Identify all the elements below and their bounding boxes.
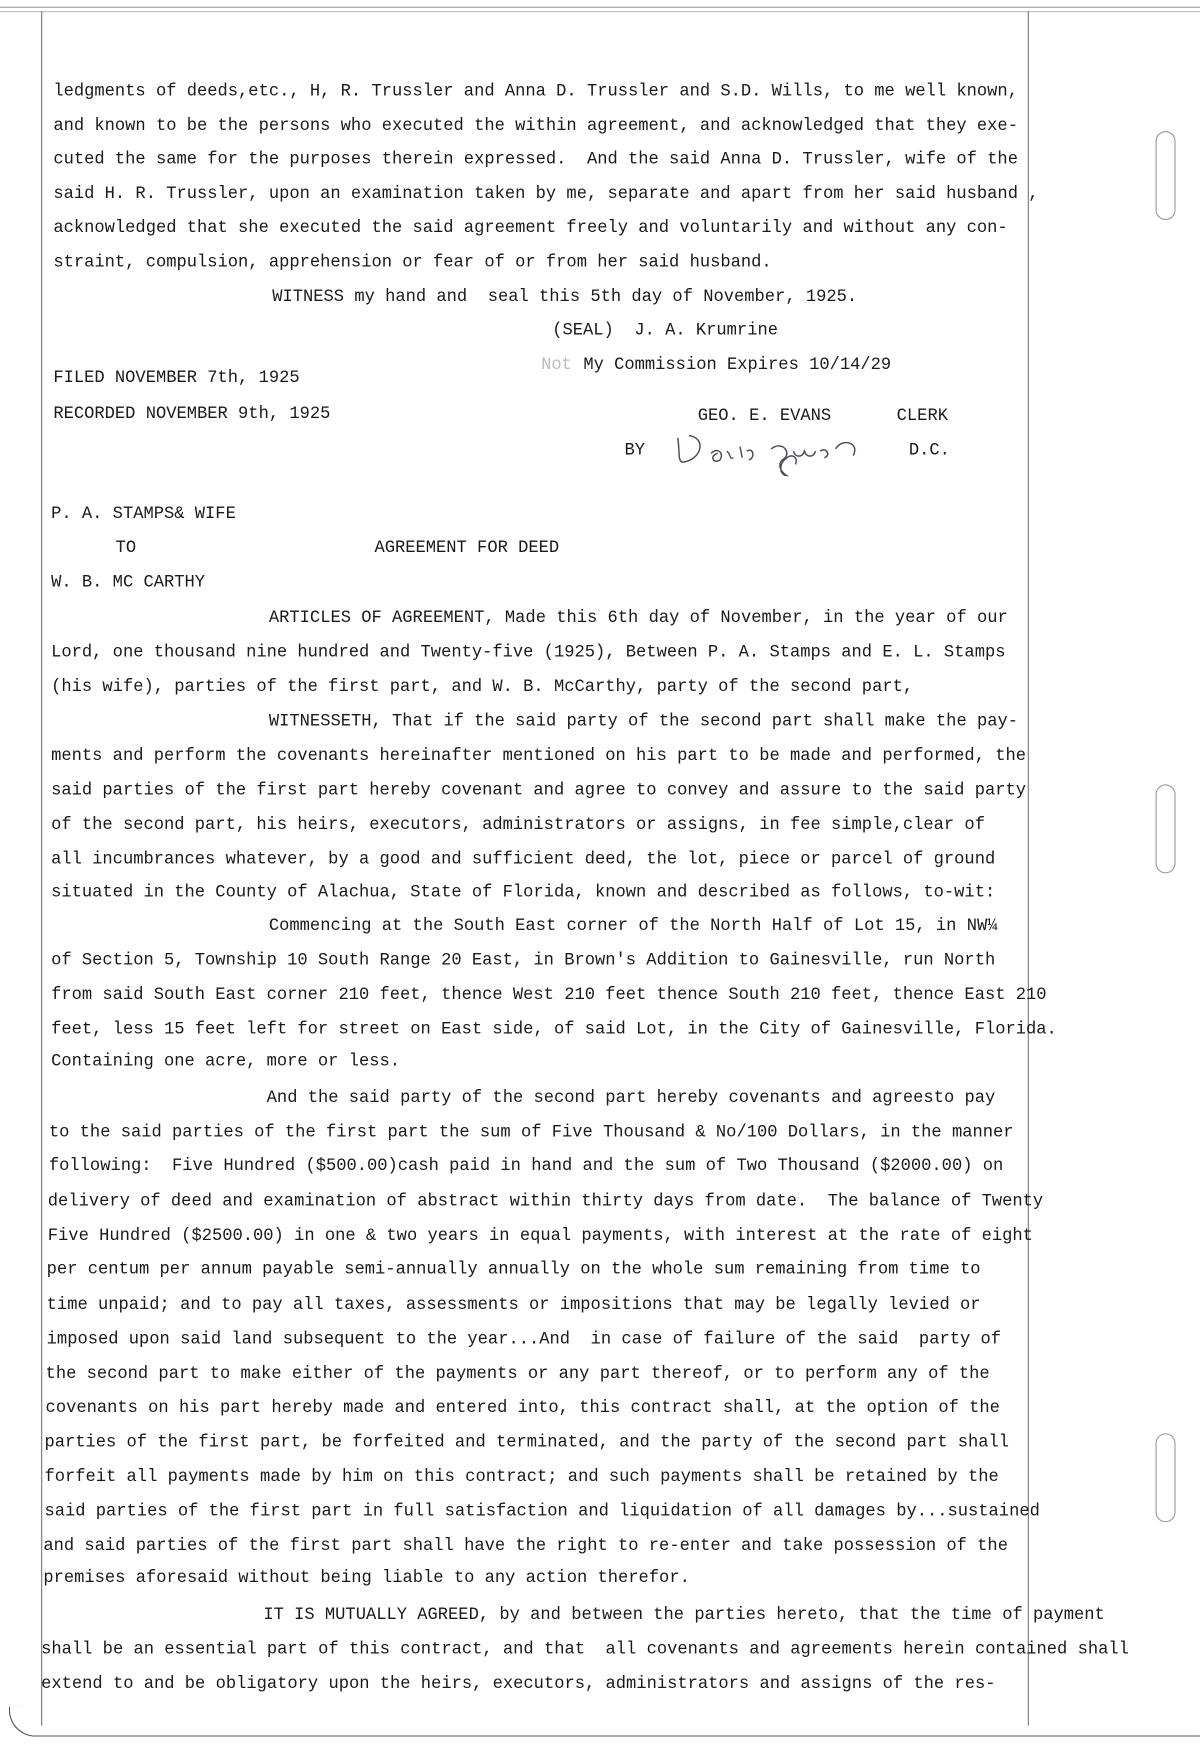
binder-hole	[1156, 1433, 1176, 1522]
text-line: (his wife), parties of the first part, and W. B. McCarthy, party of the second part,	[51, 676, 914, 697]
dc-label: D.C.	[908, 439, 950, 460]
left-margin-line	[41, 11, 42, 1725]
notary-name: (SEAL) J. A. Krumrine	[552, 319, 778, 340]
text-line: WITNESSETH, That if the said party of the second part shall make the pay-	[268, 711, 1019, 732]
text-line: and known to be the persons who executed the within agreement, and acknowledged that they exe-	[53, 115, 1018, 136]
text-line: forfeit all payments made by him on this contract; and such payments shall be retained by the	[44, 1466, 999, 1487]
text-line: following: Five Hundred ($500.00)cash paid in hand and the sum of Two Thousand ($2000.00) on	[48, 1155, 1004, 1176]
text-line: of the second part, his heirs, executors, administrators or assigns, in fee simple,clear of	[51, 814, 985, 835]
text-line: ARTICLES OF AGREEMENT, Made this 6th day of November, in the year of our	[268, 607, 1008, 628]
text-line: And the said party of the second part hereby covenants and agreesto pay	[266, 1087, 996, 1108]
text-line: and said parties of the first part shall have the right to re-enter and take possession of the	[43, 1535, 1008, 1556]
grantee: W. B. MC CARTHY	[51, 572, 206, 593]
text-line: imposed upon said land subsequent to the year...And in case of failure of the said party of	[46, 1328, 1002, 1349]
witness-line: WITNESS my hand and seal this 5th day of November, 1925.	[272, 286, 858, 307]
text-line: per centum per annum payable semi-annually annually on the whole sum remaining from time to	[46, 1258, 981, 1279]
text-line: the second part to make either of the payments or any part thereof, or to perform any of the	[45, 1363, 990, 1384]
top-border	[0, 7, 1200, 13]
text-line: ments and perform the covenants hereinafter mentioned on his part to be made and performed, the	[51, 745, 1027, 766]
text-line: delivery of deed and examination of abstract within thirty days from date. The balance of Twenty	[47, 1191, 1044, 1212]
text-line: IT IS MUTUALLY AGREED, by and between the parties hereto, that the time of payment	[263, 1604, 1105, 1625]
to-label: TO	[115, 537, 137, 558]
text-line: covenants on his part hereby made and entered into, this contract shall, at the option of the	[45, 1397, 1000, 1418]
text-line: cuted the same for the purposes therein expressed. And the said Anna D. Trussler, wife of the	[53, 148, 1018, 169]
text-line: ledgments of deeds,etc., H, R. Trussler and Anna D. Trussler and S.D. Wills, to me well known,	[53, 81, 1018, 102]
text-line: situated in the County of Alachua, State of Florida, known and described as follows, to-wit:	[51, 882, 996, 903]
text-line: parties of the first part, be forfeited and terminated, and the party of the second part shall	[44, 1432, 1010, 1453]
text-line: to the said parties of the first part the sum of Five Thousand & No/100 Dollars, in the manner	[48, 1122, 1014, 1143]
bottom-border	[9, 1707, 1200, 1737]
text-line: of Section 5, Township 10 South Range 20 East, in Brown's Addition to Gainesville, run North	[51, 949, 996, 970]
text-line: straint, compulsion, apprehension or fear of or from her said husband.	[53, 252, 772, 273]
commission-expiry: My Commission Expires 10/14/29	[583, 354, 892, 375]
text-line: time unpaid; and to pay all taxes, assessments or impositions that may be legally levied or	[46, 1294, 981, 1315]
text-line: all incumbrances whatever, by a good and sufficient deed, the lot, piece or parcel of ground	[51, 848, 996, 869]
binder-hole	[1156, 131, 1176, 220]
clerk-title: CLERK	[896, 405, 948, 426]
recorded-date: RECORDED NOVEMBER 9th, 1925	[53, 403, 331, 424]
text-line: said parties of the first part in full satisfaction and liquidation of all damages by...sustained	[44, 1501, 1040, 1522]
binder-hole	[1156, 784, 1176, 873]
text-line: said H. R. Trussler, upon an examination taken by me, separate and apart from her said husband ,	[53, 183, 1039, 204]
text-line: said parties of the first part hereby covenant and agree to convey and assure to the said party	[51, 779, 1027, 800]
grantor: P. A. STAMPS& WIFE	[51, 503, 236, 524]
text-line: extend to and be obligatory upon the heirs, executors, administrators and assigns of the res-	[41, 1673, 996, 1694]
filed-date: FILED NOVEMBER 7th, 1925	[53, 367, 300, 388]
text-line: feet, less 15 feet left for street on East side, of said Lot, in the City of Gainesville, Florida.	[51, 1018, 1057, 1039]
text-line: shall be an essential part of this contract, and that all covenants and agreements herein contained shall	[41, 1638, 1129, 1659]
text-line: premises aforesaid without being liable to any action therefor.	[43, 1567, 690, 1588]
by-label: BY	[624, 439, 645, 460]
handwritten-signature	[669, 427, 880, 483]
text-line: Commencing at the South East corner of the North Half of Lot 15, in NW¼	[268, 915, 998, 936]
text-line: from said South East corner 210 feet, thence West 210 feet thence South 210 feet, thence East 210	[51, 984, 1047, 1005]
text-line: Lord, one thousand nine hundred and Twenty-five (1925), Between P. A. Stamps and E. L. Stamps	[51, 642, 1006, 663]
struck-text: Not	[541, 354, 572, 375]
right-margin-line	[1028, 11, 1029, 1725]
text-line: Containing one acre, more or less.	[51, 1051, 401, 1072]
clerk-name: GEO. E. EVANS	[697, 405, 832, 426]
text-line: acknowledged that she executed the said agreement freely and voluntarily and without any con-	[53, 217, 1008, 238]
document-title: AGREEMENT FOR DEED	[374, 537, 560, 558]
text-line: Five Hundred ($2500.00) in one & two years in equal payments, with interest at the rate of eight	[47, 1225, 1033, 1246]
